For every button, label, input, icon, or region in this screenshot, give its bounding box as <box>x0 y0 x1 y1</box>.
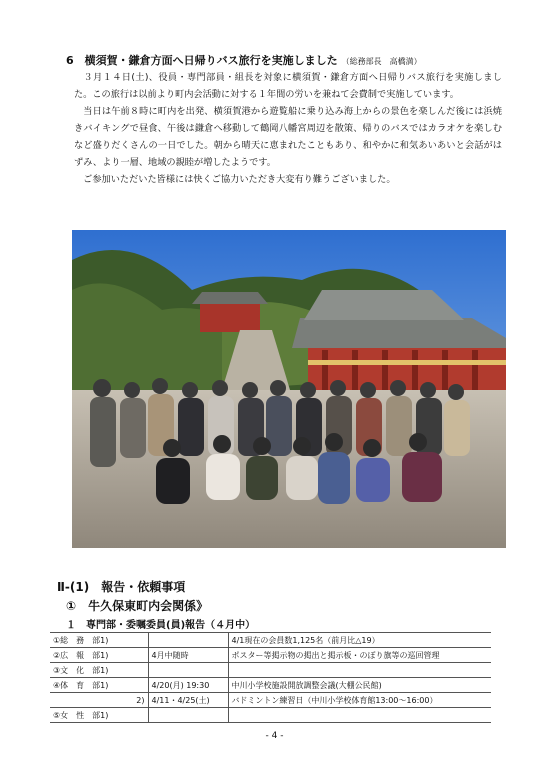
section-6-title-text: 6 横須賀・鎌倉方面へ日帰りバス旅行を実施しました <box>66 54 338 67</box>
section-2-heading: Ⅱ-(1) 報告・依頼事項 <box>57 580 186 594</box>
date-cell <box>148 633 228 648</box>
report-table <box>50 632 491 723</box>
body-paragraph: ご参加いただいた皆様には快くご協力いただき大変有り難うございました。 <box>74 174 396 185</box>
table-row <box>50 663 491 678</box>
page-number: - 4 - <box>265 731 284 741</box>
report-heading <box>66 616 255 631</box>
date-cell: 4月中随時 <box>148 648 228 663</box>
table-row <box>50 708 491 723</box>
content-cell: ポスター等掲示物の掲出と掲示板・のぼり旗等の巡回管理 <box>228 648 491 663</box>
content-cell <box>228 663 491 678</box>
section-2-subheading: ① 牛久保東町内会関係》 <box>66 599 209 613</box>
content-cell: バドミントン練習日（中川小学校体育館13:00～16:00） <box>228 693 491 708</box>
date-cell <box>148 708 228 723</box>
department-cell: 2) <box>50 693 148 708</box>
report-heading-title: 専門部・委嘱委員(員)報告（４月中） <box>86 620 256 631</box>
department-cell: ①総 務 部1) <box>50 633 148 648</box>
content-cell <box>228 708 491 723</box>
body-paragraph: ３月１４日(土)、役員・専門部員・組長を対象に横須賀・鎌倉方面へ日帰りバス旅行を実施しました。この旅行は以前より町内会活動に対する１年間の労いを兼ねて会費制で実施しています。 <box>74 72 502 100</box>
department-cell: ④体 育 部1) <box>50 678 148 693</box>
table-row <box>50 693 491 708</box>
table-row <box>50 648 491 663</box>
section-6-title <box>66 52 422 68</box>
date-cell <box>148 663 228 678</box>
content-cell: 中川小学校施設開放調整会議(大棚公民館) <box>228 678 491 693</box>
table-row <box>50 678 491 693</box>
date-cell: 4/20(月) 19:30 <box>148 678 228 693</box>
department-cell: ②広 報 部1) <box>50 648 148 663</box>
date-cell: 4/11・4/25(土) <box>148 693 228 708</box>
group-photo <box>72 230 506 548</box>
department-cell: ⑤女 性 部1) <box>50 708 148 723</box>
report-heading-number: １ <box>66 620 76 631</box>
content-cell: 4/1現在の会員数1,125名（前月比△19） <box>228 633 491 648</box>
section-6-author: （総務部長 高橋満） <box>341 57 422 66</box>
table-row <box>50 633 491 648</box>
section-6-body <box>74 69 502 188</box>
body-paragraph: 当日は午前８時に町内を出発、横須賀港から遊覧船に乗り込み海上からの景色を楽しんだ後には浜焼きバイキングで昼食、午後は鎌倉へ移動して鶴岡八幡宮周辺を散策、帰りのバスではカラオケを楽しむなど盛りだくさんの一日でした。朝から晴天に恵まれたこともあり、和やかに和気あいあいと会話がはずみ、より一層、地域の親睦が増したようです。 <box>74 106 502 168</box>
department-cell: ③文 化 部1) <box>50 663 148 678</box>
